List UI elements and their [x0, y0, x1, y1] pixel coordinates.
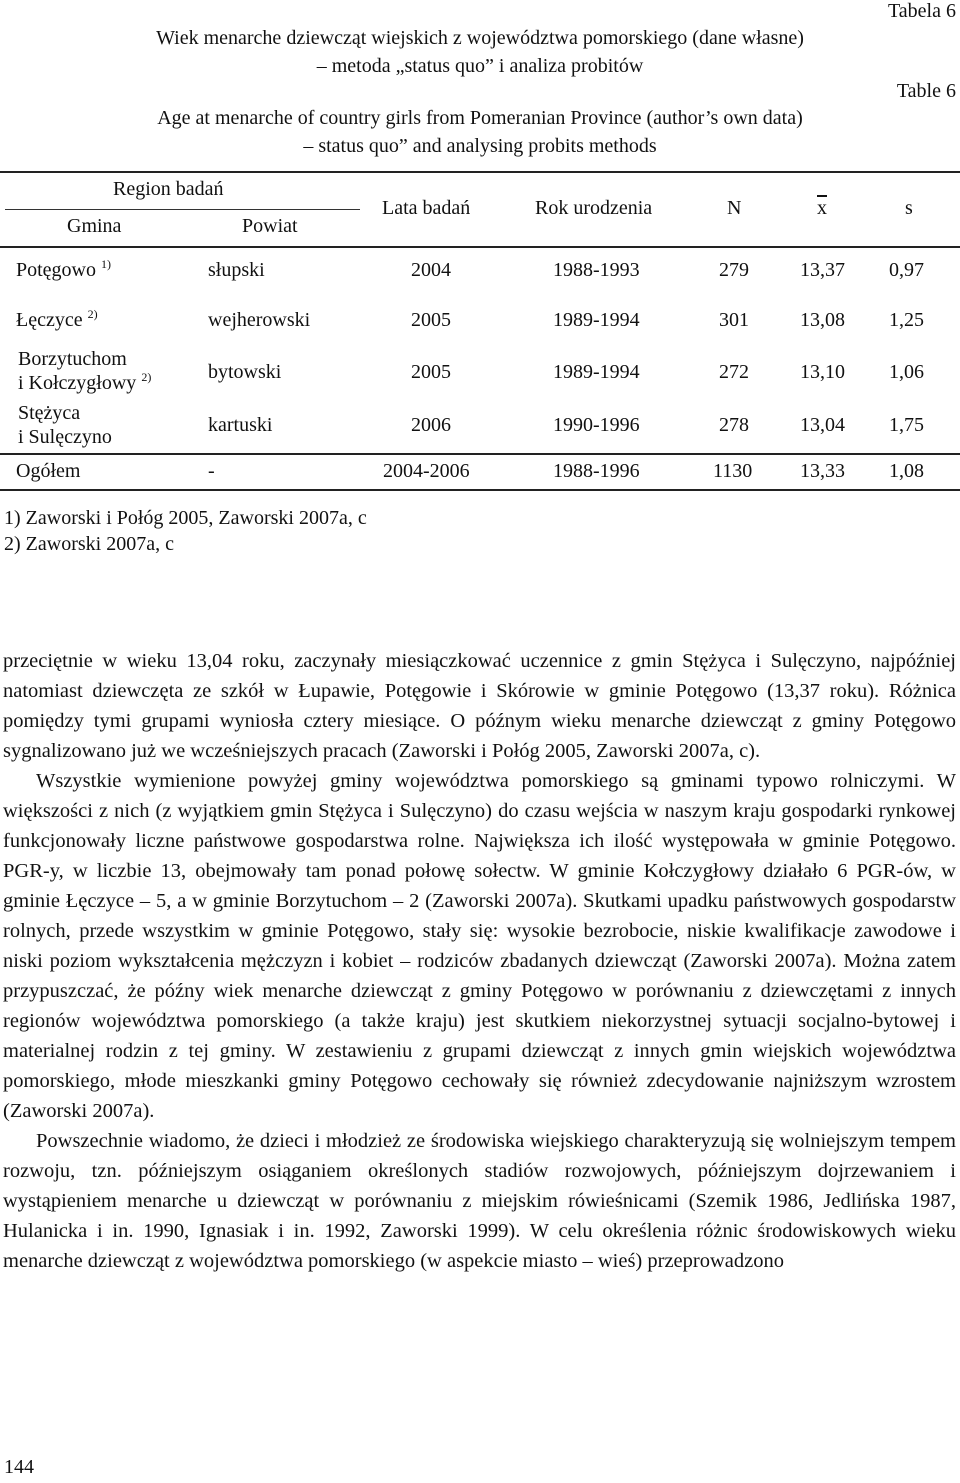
cell-powiat: kartuski	[208, 414, 273, 436]
cell-lata: 2005	[411, 309, 451, 331]
title-en-line2: – status quo” and analysing probits methods	[303, 135, 657, 157]
cell-mean: 13,33	[800, 460, 845, 482]
cell-rok: 1989-1994	[553, 309, 640, 331]
cell-powiat: bytowski	[208, 361, 282, 383]
cell-n: 278	[719, 414, 749, 436]
cell-s: 0,97	[889, 259, 924, 281]
cell-rok: 1990-1996	[553, 414, 640, 436]
cell-lata: 2004	[411, 259, 451, 281]
table-bottom-rule	[0, 489, 960, 491]
header-s: s	[905, 197, 913, 219]
table-number-en: Table 6	[896, 80, 956, 102]
paragraph: przeciętnie w wieku 13,04 roku, zaczynały miesiączkować uczennice z gmin Stężyca i Sulęczyno, najpóźniej natomiast dziewczęta ze szkół w Łupawie, Potęgowie i Skórowie w gminie Potęgowo (13,37 roku). Różnica pomiędzy tymi grupami wyniosła cztery miesiące. O późnym wieku menarche dziewcząt z gminy Potęgowo sygnalizowano już we wcześniejszych pracach (Zaworski i Połóg 2005, Zaworski 2007a, c).	[3, 650, 956, 762]
table-footnotes	[4, 505, 367, 557]
cell-n: 272	[719, 361, 749, 383]
header-rok: Rok urodzenia	[535, 197, 653, 219]
total-top-rule	[0, 453, 960, 455]
paragraph: Powszechnie wiadomo, że dzieci i młodzież ze środowiska wiejskiego charakteryzują się wolniejszym tempem rozwoju, tzn. późniejszym osiąganiem określonych stadiów rozwojowych, późniejszym dojrzewaniem i wystąpieniem menarche u dziewcząt w porównaniu z miejskim rówieśnicami (Szemik 1986, Jedlińska 1987, Hulanicka i in. 1990, Ignasiak i in. 1992, Zaworski 1999). W celu określenia różnic środowiskowych wieku menarche dziewcząt z województwa pomorskiego (w aspekcie miasto – wieś) przeprowadzono	[3, 1130, 956, 1272]
header-bottom-rule	[0, 246, 960, 248]
cell-mean: 13,10	[800, 361, 845, 383]
title-pl-line2: – metoda „status quo” i analiza probitów	[316, 55, 644, 77]
paragraph: Wszystkie wymienione powyżej gminy województwa pomorskiego są gminami typowo rolniczymi. W większości z nich (z wyjątkiem gmin Stężyca i Sulęczyno) do czasu wejścia w naszym kraju gospodarki rynkowej funkcjonowały liczne państwowe gospodarstwa rolne. Największa ich ilość występowała w gminie Potęgowo. PGR-y, w liczbie 13, obejmowały tam ponad połowę sołectw. W gminie Kołczygłowy działało 6 PGR-ów, w gminie Łęczyce – 5, a w gminie Borzytuchom – 2 (Zaworski 2007a). Skutkami upadku państwowych gospodarstw rolnych, przede wszystkim w gminie Potęgowo, stały się: wysokie bezrobocie, niskie kwalifikacje zawodowe i niski poziom wykształcenia mężczyzn i kobiet – rodziców zbadanych dziewcząt (Zaworski 2007a). Można zatem przypuszczać, że późny wiek menarche dziewcząt z gminy Potęgowo w porównaniu z dziewczętami z innych regionów województwa pomorskiego (a także kraju) jest skutkiem niekorzystnej sytuacji socjalno-bytowej i materialnej rodzin z tej gminy. W zestawieniu z grupami dziewcząt z innych gmin wiejskich województwa pomorskiego, młode mieszkanki gminy Potęgowo cechowały się również zdecydowanie najniższym wzrostem (Zaworski 2007a).	[3, 770, 956, 1122]
header-region-rule	[5, 209, 360, 210]
cell-mean: 13,04	[800, 414, 845, 436]
header-lata: Lata badań	[382, 197, 471, 219]
cell-s: 1,25	[889, 309, 924, 331]
table-top-rule	[0, 171, 960, 173]
cell-gmina: Potęgowo $^{1)}$	[16, 257, 111, 281]
body-text	[3, 646, 956, 1276]
title-en-line1: Age at menarche of country girls from Pomeranian Province (author’s own data)	[157, 107, 803, 129]
cell-gmina: Stężyca i Sulęczyno	[18, 402, 112, 448]
cell-rok: 1988-1993	[553, 259, 640, 281]
cell-mean: 13,37	[800, 259, 845, 281]
cell-n: 279	[719, 259, 749, 281]
table-title-en	[60, 104, 900, 160]
cell-s: 1,06	[889, 361, 924, 383]
cell-gmina: Łęczyce $^{2)}$	[16, 307, 98, 331]
cell-n: 301	[719, 309, 749, 331]
cell-lata: 2006	[411, 414, 451, 436]
cell-rok: 1988-1996	[553, 460, 640, 482]
header-gmina: Gmina	[67, 215, 122, 237]
cell-mean: 13,08	[800, 309, 845, 331]
header-region: Region badań	[113, 178, 224, 200]
header-n: N	[727, 197, 742, 219]
footnote: 2) Zaworski 2007a, c	[4, 533, 174, 555]
cell-gmina: Ogółem	[16, 460, 81, 482]
cell-powiat: -	[208, 460, 215, 482]
title-pl-line1: Wiek menarche dziewcząt wiejskich z województwa pomorskiego (dane własne)	[156, 27, 804, 49]
cell-lata: 2005	[411, 361, 451, 383]
page-number: 144	[4, 1456, 34, 1478]
cell-s: 1,75	[889, 414, 924, 436]
table-number-pl: Tabela 6	[887, 0, 956, 22]
cell-powiat: wejherowski	[208, 309, 311, 331]
cell-s: 1,08	[889, 460, 924, 482]
cell-powiat: słupski	[208, 259, 265, 281]
cell-gmina: Borzytuchom i Kołczygłowy $^{2)}$	[18, 348, 152, 394]
footnote: 1) Zaworski i Połóg 2005, Zaworski 2007a, c	[4, 507, 367, 529]
cell-lata: 2004-2006	[383, 460, 470, 482]
cell-n: 1130	[713, 460, 753, 482]
table-title-pl	[60, 24, 900, 80]
header-mean: $\overline{x}$	[817, 197, 827, 219]
header-powiat: Powiat	[242, 215, 298, 237]
cell-rok: 1989-1994	[553, 361, 640, 383]
